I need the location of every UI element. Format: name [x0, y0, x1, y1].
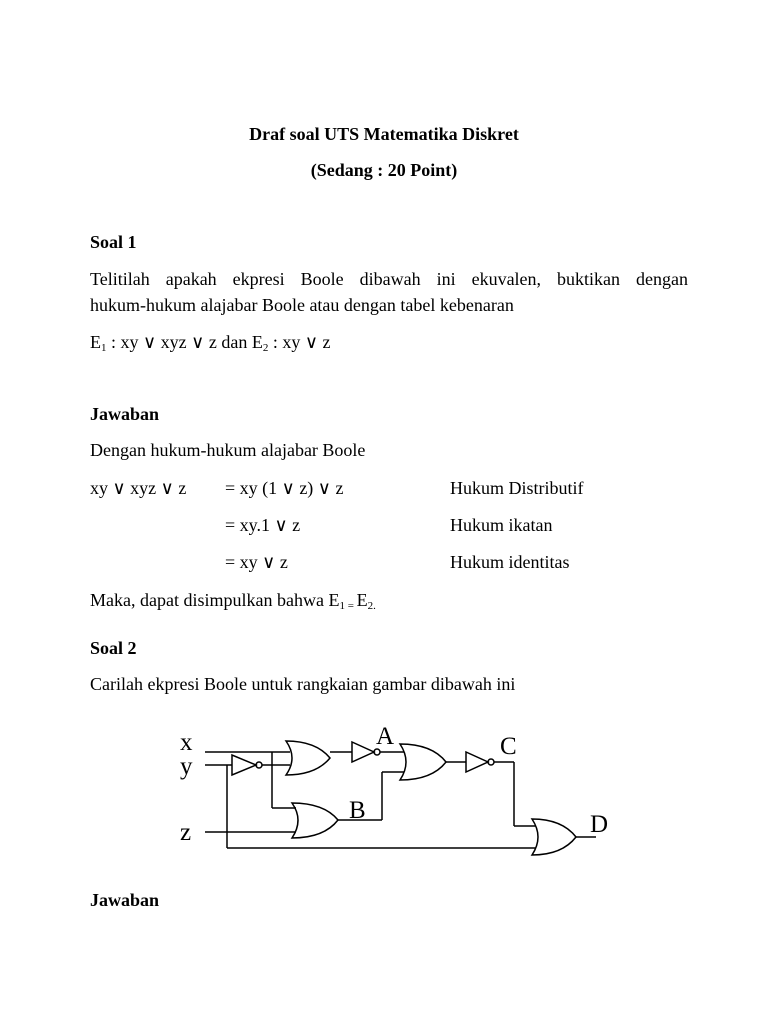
- proof-step-law: Hukum identitas: [450, 552, 570, 572]
- proof-step-law: Hukum ikatan: [450, 515, 553, 535]
- proof-step-lhs: xy ∨ xyz ∨ z: [90, 478, 187, 498]
- label-d: D: [590, 811, 609, 838]
- or-gate-1: [286, 741, 330, 775]
- soal1-jawaban-intro: Dengan hukum-hukum alajabar Boole: [90, 440, 366, 460]
- label-y: y: [180, 753, 193, 780]
- soal2-question: Carilah ekpresi Boole untuk rangkaian gambar dibawah ini: [90, 674, 516, 694]
- or-gate-d: [532, 819, 576, 855]
- soal2-jawaban-heading: Jawaban: [90, 890, 160, 910]
- soal1-jawaban-heading: Jawaban: [90, 404, 160, 424]
- soal2-heading: Soal 2: [90, 638, 137, 658]
- e1-prefix: E: [90, 332, 101, 352]
- not-gate-y: [232, 755, 256, 775]
- label-x: x: [180, 729, 193, 756]
- label-c: C: [500, 733, 517, 760]
- soal1-question: [90, 266, 688, 318]
- conclusion-text: Maka, dapat disimpulkan bahwa E: [90, 590, 340, 610]
- proof-step-law: Hukum Distributif: [450, 478, 584, 498]
- soal1-heading: Soal 1: [90, 232, 137, 252]
- soal1-expression: [90, 332, 331, 354]
- or-gate-2: [400, 744, 446, 780]
- soal1-question-line2: hukum-hukum alajabar Boole atau dengan tabel kebenaran: [90, 295, 514, 316]
- label-b: B: [349, 797, 366, 824]
- conclusion-sub2: 2.: [367, 600, 376, 612]
- e1-body: : xy ∨ xyz ∨ z dan E: [106, 332, 263, 352]
- document-title: Draf soal UTS Matematika Diskret: [249, 124, 519, 144]
- proof-step-rhs: = xy.1 ∨ z: [225, 515, 301, 535]
- proof-step-rhs: = xy ∨ z: [225, 552, 288, 572]
- proof-step-rhs: = xy (1 ∨ z) ∨ z: [225, 478, 344, 498]
- soal1-question-line1: Telitilah apakah ekpresi Boole dibawah ini ekuvalen, buktikan dengan: [90, 269, 688, 289]
- label-a: A: [376, 723, 395, 750]
- e2-subscript: 2: [262, 342, 269, 354]
- e1-subscript: 1: [101, 342, 107, 354]
- conclusion-sub1: 1 =: [339, 600, 357, 612]
- document-subtitle: (Sedang : 20 Point): [310, 160, 458, 180]
- logic-circuit-diagram: [160, 722, 630, 862]
- or-gate-b: [292, 803, 338, 838]
- e2-body: : xy ∨ z: [268, 332, 331, 352]
- not-gate-a: [352, 742, 374, 762]
- conclusion-mid: E: [356, 590, 368, 610]
- not-gate-c: [466, 752, 488, 772]
- label-z: z: [180, 819, 192, 846]
- soal1-conclusion: [90, 590, 376, 612]
